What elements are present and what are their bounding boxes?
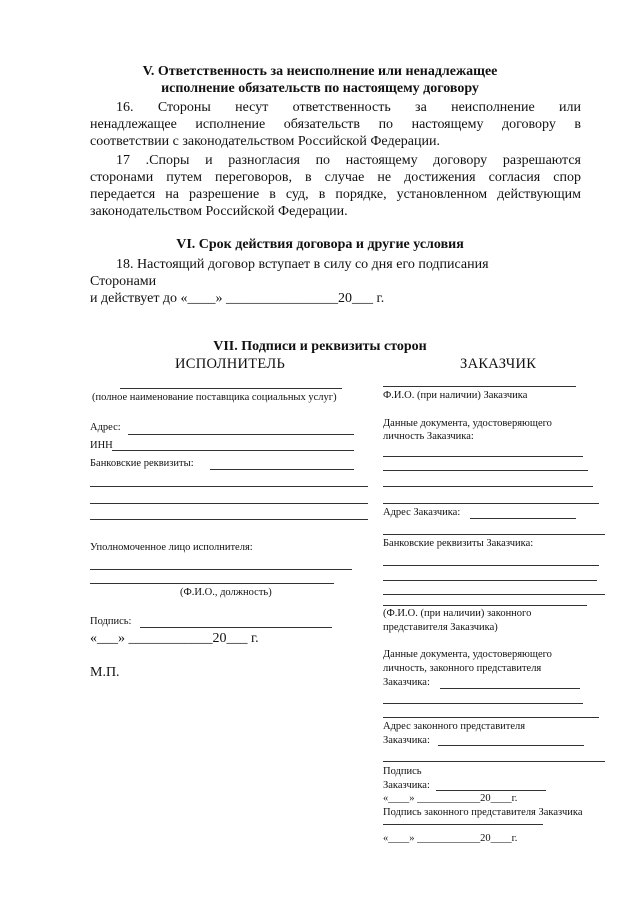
customer-doc-line-a bbox=[383, 456, 583, 457]
customer-sign-line1: Подпись bbox=[383, 766, 422, 777]
customer-rep-doc-line-c bbox=[383, 717, 599, 718]
clause-17-line3: передается на разрешение в суд, в порядке, установленном действующим bbox=[90, 187, 581, 202]
executor-bank-line-2 bbox=[90, 486, 368, 487]
executor-stamp: М.П. bbox=[90, 665, 120, 680]
customer-rep-fio-line1: (Ф.И.О. (при наличии) законного bbox=[383, 608, 532, 619]
section-5-title-line2: исполнение обязательств по настоящему договору bbox=[161, 81, 479, 96]
executor-heading: ИСПОЛНИТЕЛЬ bbox=[175, 356, 286, 372]
customer-doc-line1: Данные документа, удостоверяющего bbox=[383, 418, 552, 429]
customer-fio-caption: Ф.И.О. (при наличии) Заказчика bbox=[383, 390, 528, 401]
customer-rep-doc-line1: Данные документа, удостоверяющего bbox=[383, 649, 552, 660]
customer-date-2: «____» ____________20____г. bbox=[383, 833, 518, 844]
customer-rep-doc-line-b bbox=[383, 703, 583, 704]
executor-signature-label: Подпись: bbox=[90, 616, 132, 627]
section-7-title: VII. Подписи и реквизиты сторон bbox=[213, 339, 427, 354]
executor-fio-caption: (Ф.И.О., должность) bbox=[180, 587, 272, 598]
clause-16-line2: ненадлежащее исполнение обязательств по настоящему договору в bbox=[90, 117, 581, 132]
clause-18-line1: 18. Настоящий договор вступает в силу со дня его подписания bbox=[116, 257, 489, 272]
customer-doc-line-b bbox=[383, 470, 588, 471]
customer-bank-label: Банковские реквизиты Заказчика: bbox=[383, 538, 534, 549]
executor-signature-line bbox=[140, 627, 332, 628]
executor-fio-line bbox=[90, 583, 334, 584]
executor-address-line bbox=[128, 434, 354, 435]
customer-doc-line-d bbox=[383, 503, 599, 504]
customer-bank-line-b bbox=[383, 580, 597, 581]
customer-address-label: Адрес Заказчика: bbox=[383, 507, 461, 518]
executor-bank-label: Банковские реквизиты: bbox=[90, 458, 194, 469]
customer-rep-sign-label: Подпись законного представителя Заказчика bbox=[383, 807, 583, 818]
customer-rep-addr-line1: Адрес законного представителя bbox=[383, 721, 526, 732]
customer-sign-line bbox=[436, 790, 546, 791]
customer-rep-addr-line-a bbox=[438, 745, 584, 746]
customer-fio-line bbox=[383, 386, 576, 387]
customer-heading: ЗАКАЗЧИК bbox=[460, 356, 537, 372]
customer-rep-doc-line-a bbox=[440, 688, 580, 689]
customer-rep-addr-line-b bbox=[383, 761, 605, 762]
clause-18-line3: и действует до «____» ________________20___ г. bbox=[90, 291, 385, 306]
customer-rep-doc-line3: Заказчика: bbox=[383, 677, 430, 688]
executor-inn-label: ИНН bbox=[90, 440, 113, 451]
executor-bank-line-3 bbox=[90, 503, 368, 504]
customer-rep-addr-line2: Заказчика: bbox=[383, 735, 430, 746]
customer-rep-fio-line2: представителя Заказчика) bbox=[383, 622, 498, 633]
clause-16-line3: соответствии с законодательством Российской Федерации. bbox=[90, 134, 440, 149]
executor-bank-line-4 bbox=[90, 519, 368, 520]
customer-rep-fio-line bbox=[383, 605, 587, 606]
customer-doc-line-c bbox=[383, 486, 593, 487]
executor-bank-line bbox=[210, 469, 354, 470]
executor-name-line bbox=[120, 388, 342, 389]
customer-bank-line-c bbox=[383, 594, 605, 595]
executor-authorized-label: Уполномоченное лицо исполнителя: bbox=[90, 542, 253, 553]
customer-address-line bbox=[470, 518, 576, 519]
clause-17-line2: сторонами путем переговоров, в случае не достижения согласия спор bbox=[90, 170, 581, 185]
customer-address-line-2 bbox=[383, 534, 605, 535]
customer-date-1: «____» ____________20____г. bbox=[383, 793, 518, 804]
clause-16-line1: 16. Стороны несут ответственность за неисполнение или bbox=[116, 100, 581, 115]
clause-17-line4: законодательством Российской Федерации. bbox=[90, 204, 348, 219]
customer-bank-line-a bbox=[383, 565, 599, 566]
executor-name-caption: (полное наименование поставщика социальных услуг) bbox=[92, 392, 337, 403]
executor-address-label: Адрес: bbox=[90, 422, 121, 433]
section-5-title-line1: V. Ответственность за неисполнение или ненадлежащее bbox=[142, 64, 498, 79]
section-6-title: VI. Срок действия договора и другие условия bbox=[176, 237, 464, 252]
customer-rep-doc-line2: личность, законного представителя bbox=[383, 663, 542, 674]
customer-doc-line2: личность Заказчика: bbox=[383, 431, 474, 442]
clause-17-line1: 17 .Споры и разногласия по настоящему договору разрешаются bbox=[116, 153, 581, 168]
customer-sign-line2: Заказчика: bbox=[383, 780, 430, 791]
clause-18-line2: Сторонами bbox=[90, 274, 157, 289]
executor-inn-line bbox=[112, 450, 354, 451]
executor-date: «___» ____________20___ г. bbox=[90, 631, 259, 646]
executor-authorized-line bbox=[90, 569, 352, 570]
customer-rep-sign-line bbox=[383, 824, 543, 825]
